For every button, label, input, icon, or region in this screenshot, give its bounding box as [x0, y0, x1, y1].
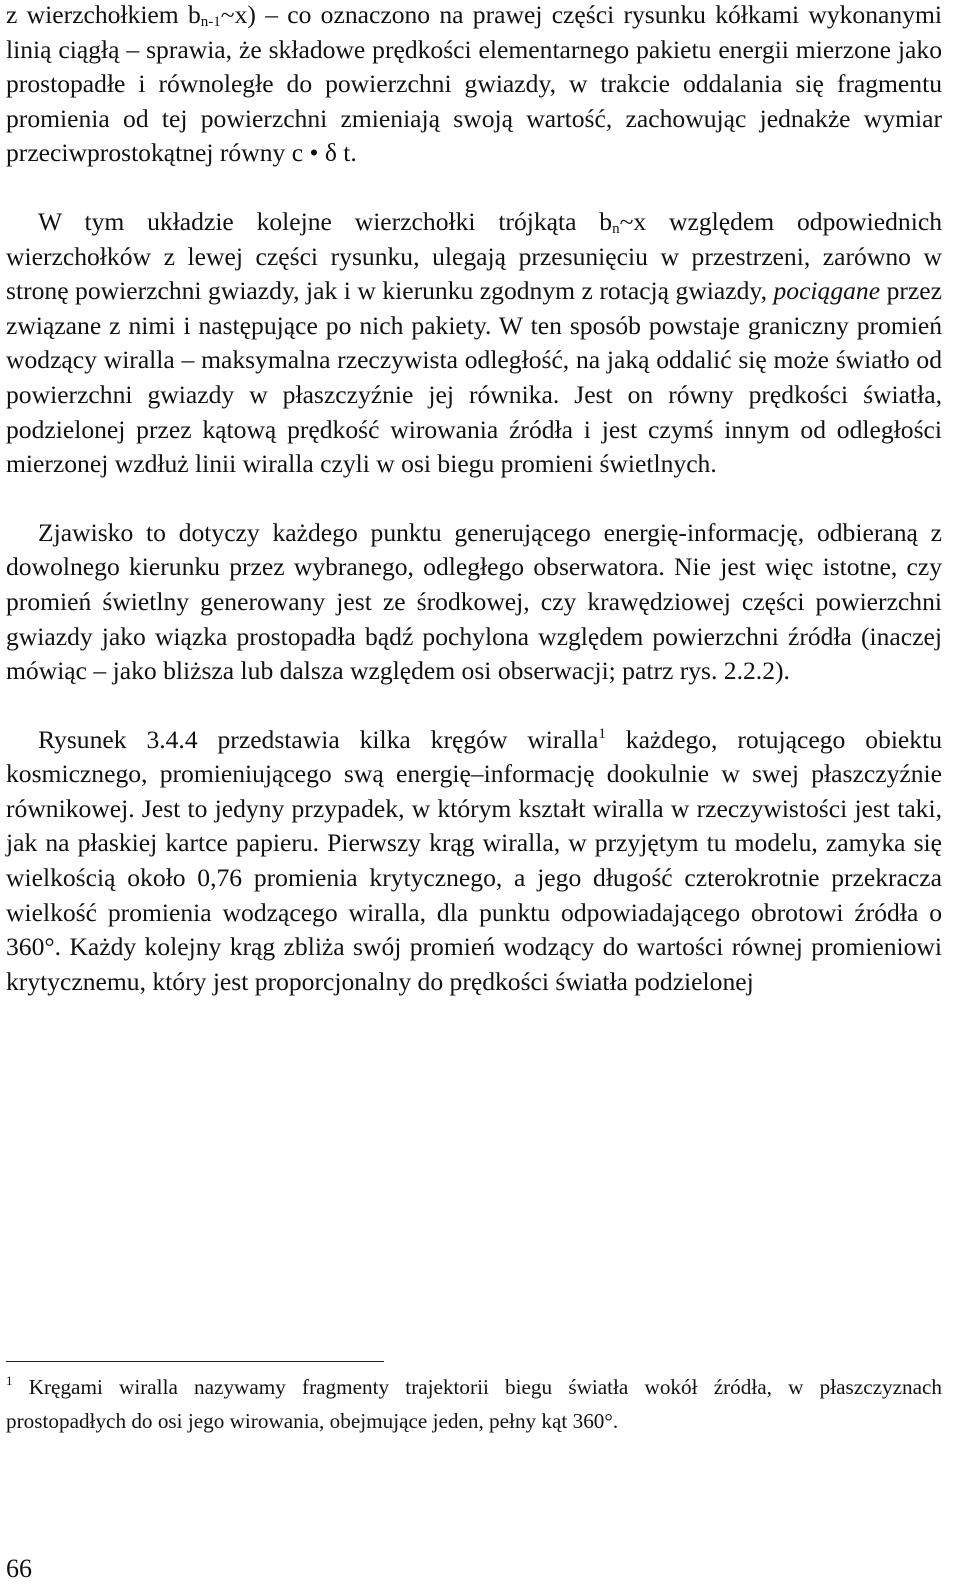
paragraph-2-text-b: ~x względem odpowiednich wierzchołków z lewej części rysunku, ulegają przesunięciu w przestrzeni, zarówno w stronę powierzchni gwiazdy, jak i w kierunku zgodnym z rotacją gwiazdy,	[6, 206, 942, 306]
subscript-n-1: n-1	[200, 14, 221, 30]
paragraph-2-text-c: przez związane z nimi i następujące po nich pakiety. W ten sposób powstaje graniczny promień wodzący wiralla – maksymalna rzeczywista odległość, na jaką oddalić się może światło od powierzchni gwiazdy w płaszczyźnie jej równika. Jest on równy prędkości światła, podzielonej przez kątową prędkość wirowania źródła i jest czymś innym od odległości mierzonej wzdłuż linii wiralla czyli w osi biegu promieni świetlnych.	[6, 276, 942, 479]
paragraph-1	[6, 0, 942, 171]
paragraph-2	[6, 205, 942, 482]
emphasis-pociagane: pociągane	[773, 276, 881, 306]
paragraph-1-text-a: z wierzchołkiem b	[6, 0, 201, 29]
paragraph-1-text-b: ~x) – co oznaczono na prawej części rysunku kółkami wykonanymi linią ciągłą – sprawia, że składowe prędkości elementarnego pakietu energii mierzone jako prostopadłe i równoległe do powierzchni gwiazdy, w trakcie oddalania się fragmentu promienia od tej powierzchni zmieniają swoją wartość, zachowując jednakże wymiar przeciwprostokątnej równy c • δ t.	[6, 0, 942, 168]
page-number: 66	[6, 1554, 32, 1583]
subscript-n: n	[612, 220, 620, 237]
footnote-divider	[6, 1361, 384, 1362]
footnote-reference: 1	[598, 725, 606, 742]
paragraph-4	[6, 723, 942, 1000]
page-body	[6, 0, 942, 999]
paragraph-4-text-b: każdego, rotującego obiektu kosmicznego, promieniującego swą energię–informację dookulnie w swej płaszczyźnie równikowej. Jest to jedyny przypadek, w którym kształt wiralla w rzeczywistości jest taki, jak na płaskiej kartce papieru. Pierwszy krąg wiralla, w przyjętym tu modelu, zamyka się wielkością około 0,76 promienia krytycznego, a jego długość czterokrotnie przekracza wielkość promienia wodzącego wiralla, dla punktu odpowiadającego obrotowi źródła o 360°. Każdy kolejny krąg zbliża swój promień wodzący do wartości równej promieniowi krytycznemu, który jest proporcjonalny do prędkości światła podzielonej	[6, 724, 942, 996]
paragraph-4-text-a: Rysunek 3.4.4 przedstawia kilka kręgów wiralla	[38, 724, 599, 754]
paragraph-2-text-a: W tym układzie kolejne wierzchołki trójkąta b	[38, 206, 613, 236]
footnote	[6, 1370, 942, 1438]
footnote-marker: 1	[6, 1373, 13, 1388]
footnote-text: Kręgami wiralla nazywamy fragmenty trajektorii biegu światła wokół źródła, w płaszczyznach prostopadłych do osi jego wirowania, obejmujące jeden, pełny kąt 360°.	[6, 1375, 942, 1433]
paragraph-3: Zjawisko to dotyczy każdego punktu generującego energię-informację, odbieraną z dowolnego kierunku przez wybranego, odległego obserwatora. Nie jest więc istotne, czy promień świetlny generowany jest ze środkowej, czy krawędziowej części powierzchni gwiazdy jako wiązka prostopadła bądź pochylona względem powierzchni źródła (inaczej mówiąc – jako bliższa lub dalsza względem osi obserwacji; patrz rys. 2.2.2).	[6, 517, 942, 686]
